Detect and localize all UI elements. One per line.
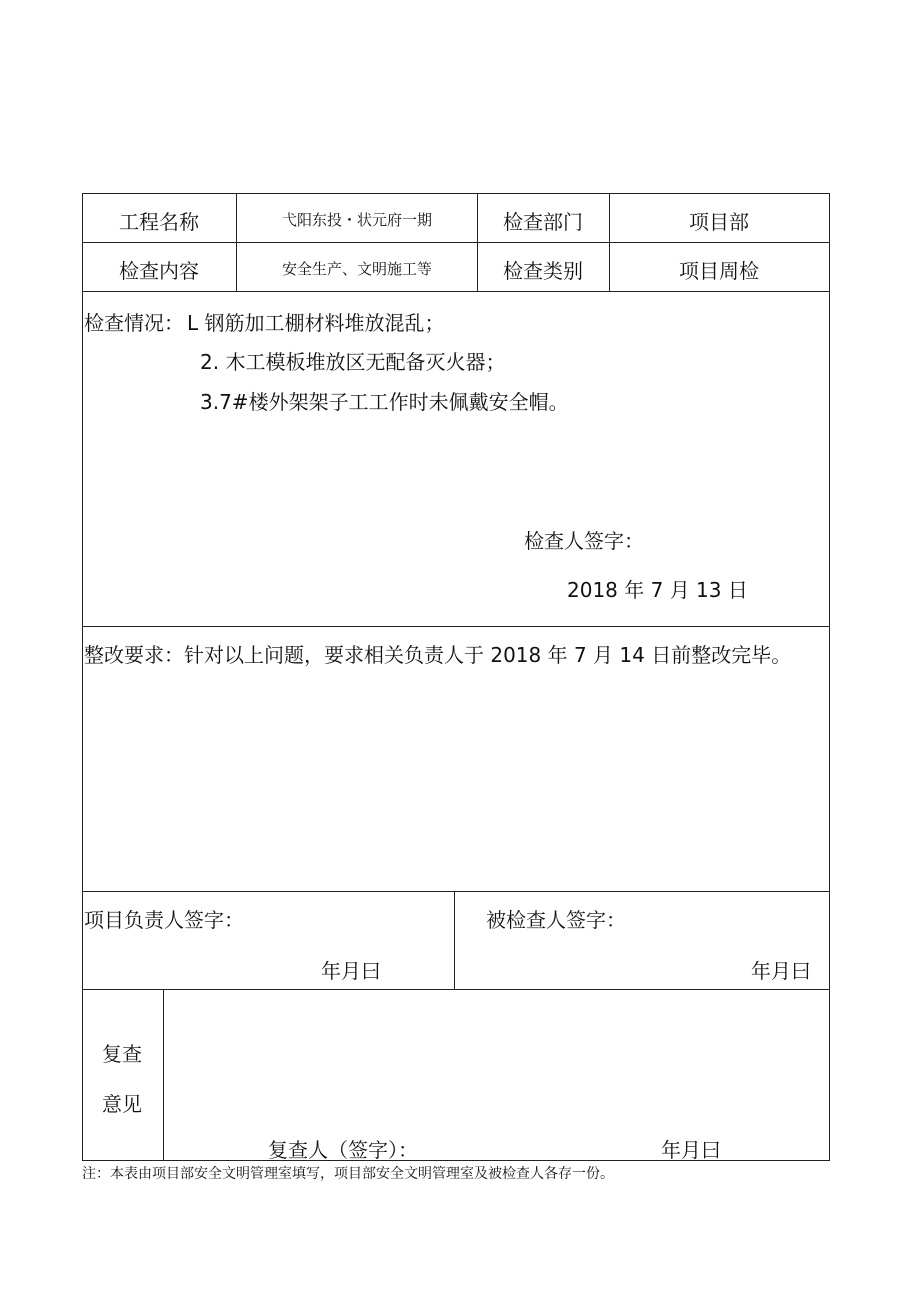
manager-signature-date: 年月曰 <box>321 959 381 983</box>
inspection-item-1: L 钢筋加工棚材料堆放混乱； <box>187 311 445 335</box>
rectification-requirement: 整改要求：针对以上问题，要求相关负责人于 2018 年 7 月 14 日前整改完毕。 <box>84 643 792 667</box>
inspection-prefix: 检查情况： <box>84 311 184 335</box>
table-divider-inspection <box>82 626 830 627</box>
reviewer-signature-date: 年月曰 <box>661 1138 721 1162</box>
table-divider-row2 <box>82 291 830 292</box>
table-divider-row1 <box>82 242 830 243</box>
inspection-item-3: 3.7#楼外架架子工工作时未佩戴安全帽。 <box>200 390 569 414</box>
inspected-signature-label: 被检查人签字： <box>486 908 626 932</box>
header-col-divider-2 <box>477 193 478 292</box>
footnote: 注：本表由项目部安全文明管理室填写，项目部安全文明管理室及被检查人各存一份。 <box>82 1166 614 1182</box>
signature-col-divider <box>454 891 455 990</box>
review-label-line2: 意见 <box>102 1092 142 1116</box>
inspection-date: 2018 年 7 月 13 日 <box>567 578 748 602</box>
table-divider-rectification <box>82 891 830 892</box>
inspector-signature-label: 检查人签字： <box>524 529 644 553</box>
project-name-value: 弋阳东投・状元府一期 <box>281 211 433 229</box>
manager-signature-label: 项目负责人签字： <box>84 908 244 932</box>
inspection-item-2: 2. 木工模板堆放区无配备灭火器； <box>200 350 506 374</box>
table-border-right <box>829 193 830 1161</box>
table-divider-signatures <box>82 989 830 990</box>
inspect-content-label: 检查内容 <box>119 259 199 283</box>
table-border-left <box>82 193 83 1161</box>
review-col-divider <box>163 989 164 1161</box>
project-name-label: 工程名称 <box>119 210 199 234</box>
header-col-divider-3 <box>609 193 610 292</box>
reviewer-signature-label: 复查人（签字）： <box>268 1138 418 1162</box>
inspect-type-label: 检查类别 <box>503 259 583 283</box>
inspect-type-value: 项目周检 <box>679 259 759 283</box>
inspect-dept-label: 检查部门 <box>503 210 583 234</box>
inspect-content-value: 安全生产、文明施工等 <box>281 260 433 278</box>
inspected-signature-date: 年月曰 <box>751 959 811 983</box>
review-label-line1: 复查 <box>102 1042 142 1066</box>
inspect-dept-value: 项目部 <box>689 210 749 234</box>
header-col-divider-1 <box>236 193 237 292</box>
table-border-top <box>82 193 830 194</box>
